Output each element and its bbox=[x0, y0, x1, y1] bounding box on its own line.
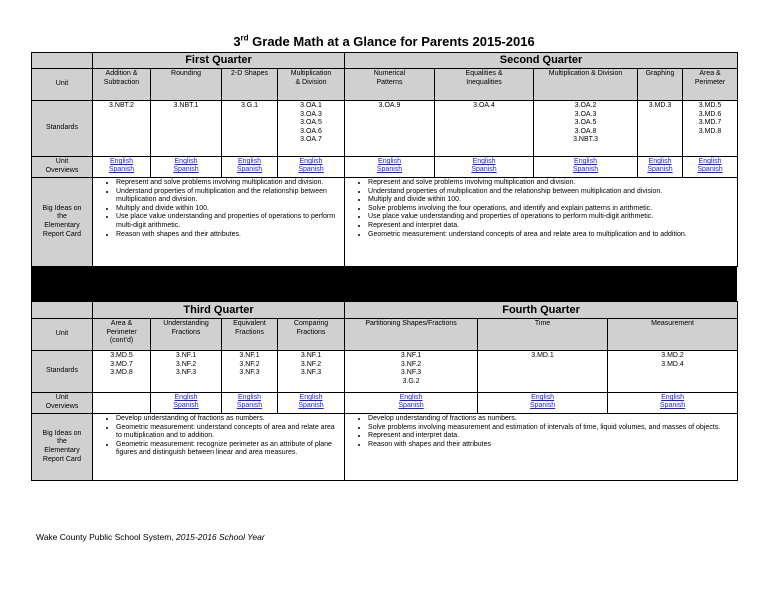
english-link[interactable]: English bbox=[472, 158, 496, 165]
text-line: & Division bbox=[295, 78, 327, 86]
english-link[interactable]: English bbox=[574, 158, 597, 165]
text-line: Fractions bbox=[296, 328, 326, 336]
text-line: Overviews bbox=[45, 167, 79, 174]
text-line: 3.MD.5 bbox=[698, 102, 722, 109]
text-line: 3.MD.6 bbox=[698, 110, 722, 118]
big-idea-item: • Geometric measurement: recognize perimeter as an attribute of plane figures and distinguish between linear and area measures. bbox=[116, 441, 342, 458]
overviews-row-label bbox=[32, 393, 93, 414]
title-text: Grade Math at a Glance for Parents 2015-2016 bbox=[248, 34, 535, 49]
q1-unit-3-standards bbox=[278, 101, 345, 157]
q3-unit-2-name bbox=[222, 319, 278, 351]
semester-2-table bbox=[31, 301, 738, 481]
q3-unit-0-overview bbox=[93, 393, 151, 414]
unit-row-label: Unit bbox=[32, 319, 93, 351]
q2-unit-3-standards bbox=[638, 101, 683, 157]
text-line: 3.NBT.3 bbox=[573, 136, 598, 144]
text-line: 3.NF.1 bbox=[175, 352, 197, 359]
q1-unit-3-name bbox=[278, 69, 345, 101]
spanish-link[interactable]: Spanish bbox=[298, 166, 324, 174]
q2-unit-4-overview bbox=[683, 157, 738, 178]
big-idea-item: • Solve problems involving measurement and estimation of intervals of time, liquid volumes, and masses of objects. bbox=[368, 424, 735, 433]
footer bbox=[36, 532, 265, 542]
text-line: 3.OA.4 bbox=[473, 102, 495, 109]
footer-org: Wake County Public School System, bbox=[36, 532, 176, 542]
big-idea-item: • Represent and interpret data. bbox=[368, 222, 735, 231]
q2-unit-0-standards bbox=[345, 101, 435, 157]
q2-unit-0-name bbox=[345, 69, 435, 101]
standards-row-label: Standards bbox=[32, 351, 93, 393]
big-idea-item: • Geometric measurement: understand concepts of area and relate area to multiplication and to addition. bbox=[368, 231, 735, 240]
q4-unit-2-overview bbox=[608, 393, 738, 414]
text-line: 3.NF.3 bbox=[239, 369, 260, 377]
big-idea-item: • Solve problems involving the four operations, and identify and explain patterns in arithmetic. bbox=[368, 205, 735, 214]
text-line: 3.OA.8 bbox=[574, 127, 597, 135]
big-ideas-row-label bbox=[32, 178, 93, 267]
text-line: Perimeter bbox=[694, 78, 726, 86]
text-line: Rounding bbox=[171, 70, 201, 77]
text-line: 3.NF.2 bbox=[239, 360, 260, 368]
spanish-link[interactable]: Spanish bbox=[376, 166, 403, 174]
text-line: 3.NF.1 bbox=[300, 352, 322, 359]
text-line: the bbox=[57, 213, 67, 221]
spanish-link[interactable]: Spanish bbox=[572, 166, 599, 174]
q4-unit-0-standards bbox=[345, 351, 478, 393]
q3-unit-0-standards bbox=[93, 351, 151, 393]
text-line: Equalities & bbox=[465, 70, 503, 77]
spanish-link[interactable]: Spanish bbox=[236, 166, 263, 174]
english-link[interactable]: English bbox=[238, 394, 261, 401]
q1-unit-0-overview bbox=[93, 157, 151, 178]
big-idea-item: • Develop understanding of fractions as numbers. bbox=[368, 415, 735, 424]
q1-unit-0-name bbox=[93, 69, 151, 101]
text-line: 3.NF.1 bbox=[239, 352, 260, 359]
text-line: Fractions bbox=[235, 328, 264, 336]
q1-unit-2-overview bbox=[222, 157, 278, 178]
spanish-link[interactable]: Spanish bbox=[529, 402, 556, 410]
text-line: Patterns bbox=[376, 78, 403, 86]
text-line: 3.NF.2 bbox=[175, 360, 197, 368]
text-line: 3.OA.7 bbox=[300, 136, 322, 144]
text-line: Addition & bbox=[105, 70, 138, 77]
text-line: 3.NF.2 bbox=[300, 360, 322, 368]
english-link[interactable]: English bbox=[661, 394, 685, 401]
english-link[interactable]: English bbox=[110, 158, 133, 165]
q3-unit-1-name bbox=[151, 319, 222, 351]
q2-unit-3-overview bbox=[638, 157, 683, 178]
q3-unit-3-overview bbox=[278, 393, 345, 414]
q3-unit-3-standards bbox=[278, 351, 345, 393]
big-idea-item: • Multiply and divide within 100. bbox=[116, 205, 342, 214]
q4-unit-2-standards bbox=[608, 351, 738, 393]
text-line: 3.MD.7 bbox=[698, 119, 722, 127]
text-line: Unit bbox=[55, 394, 69, 402]
text-line: 3.OA.9 bbox=[378, 102, 401, 109]
third-quarter-header: Third Quarter bbox=[93, 302, 345, 319]
big-idea-item: • Represent and solve problems involving multiplication and division. bbox=[368, 179, 735, 188]
spanish-link[interactable]: Spanish bbox=[236, 402, 263, 410]
english-link[interactable]: English bbox=[174, 158, 198, 165]
q2-unit-1-overview bbox=[435, 157, 534, 178]
text-line: 3.G.2 bbox=[402, 377, 420, 385]
text-line: (cont’d) bbox=[109, 337, 134, 345]
spanish-link[interactable]: Spanish bbox=[398, 402, 424, 410]
unit-row-label: Unit bbox=[32, 69, 93, 101]
footer-year: 2015-2016 School Year bbox=[176, 532, 265, 542]
text-line: 3.MD.3 bbox=[648, 102, 672, 109]
q4-unit-0-name bbox=[345, 319, 478, 351]
q2-unit-2-name bbox=[534, 69, 638, 101]
standards-row-label: Standards bbox=[32, 101, 93, 157]
q2-unit-2-overview bbox=[534, 157, 638, 178]
q2-unit-3-name bbox=[638, 69, 683, 101]
q4-unit-1-name bbox=[478, 319, 608, 351]
text-line: Multiplication bbox=[290, 70, 332, 77]
text-line: Fractions bbox=[171, 328, 201, 336]
text-line: 3.G.1 bbox=[240, 102, 259, 109]
q3-big-ideas-list bbox=[95, 415, 342, 458]
document-title bbox=[0, 34, 768, 50]
text-line: 3.OA.3 bbox=[300, 110, 322, 118]
q1-unit-3-overview bbox=[278, 157, 345, 178]
title-grade: 3 bbox=[233, 34, 241, 49]
q2-unit-0-overview bbox=[345, 157, 435, 178]
text-line: Time bbox=[534, 320, 551, 327]
q3-unit-0-name bbox=[93, 319, 151, 351]
text-line: Elementary bbox=[44, 222, 80, 229]
text-line: 3.MD.8 bbox=[698, 127, 722, 135]
spanish-link[interactable]: Spanish bbox=[298, 402, 324, 410]
text-line: Overviews bbox=[45, 403, 79, 410]
q2-unit-1-name bbox=[435, 69, 534, 101]
text-line: 3.NF.3 bbox=[300, 369, 322, 377]
text-line: Inequalities bbox=[466, 78, 502, 86]
text-line: 3.MD.8 bbox=[110, 369, 133, 377]
q3-big-ideas bbox=[93, 414, 345, 481]
spanish-link[interactable]: Spanish bbox=[659, 402, 686, 410]
q4-big-ideas bbox=[345, 414, 738, 481]
text-line: 3.MD.5 bbox=[110, 352, 133, 359]
q1-big-ideas bbox=[93, 178, 345, 267]
spanish-link[interactable]: Spanish bbox=[108, 166, 135, 174]
text-line: Numerical bbox=[373, 70, 406, 77]
text-line: 3.MD.1 bbox=[531, 352, 554, 359]
q2-big-ideas-list bbox=[347, 179, 735, 239]
spanish-link[interactable]: Spanish bbox=[647, 166, 673, 174]
fourth-quarter-header: Fourth Quarter bbox=[345, 302, 738, 319]
text-line: Comparing bbox=[293, 320, 329, 327]
big-idea-item: • Represent and solve problems involving multiplication and division. bbox=[116, 179, 342, 188]
q2-unit-1-standards bbox=[435, 101, 534, 157]
text-line: 3.MD.2 bbox=[661, 352, 684, 359]
q1-unit-1-name bbox=[151, 69, 222, 101]
text-line: 3.OA.6 bbox=[300, 127, 322, 135]
semester-1-table bbox=[31, 52, 738, 267]
text-line: Report Card bbox=[42, 230, 82, 238]
english-link[interactable]: English bbox=[648, 158, 672, 165]
q3-unit-3-name bbox=[278, 319, 345, 351]
big-idea-item: • Use place value understanding and properties of operations to perform multi-digit arithmetic. bbox=[368, 213, 735, 222]
text-line: 2-D Shapes bbox=[231, 70, 268, 77]
text-line: 3.NF.3 bbox=[175, 369, 197, 377]
q1-unit-2-name bbox=[222, 69, 278, 101]
text-line: Measurement bbox=[651, 320, 694, 327]
q3-unit-1-standards bbox=[151, 351, 222, 393]
q1-unit-1-overview bbox=[151, 157, 222, 178]
text-line: 3.OA.3 bbox=[574, 110, 597, 118]
text-line: Area & bbox=[699, 70, 721, 77]
q4-unit-1-standards bbox=[478, 351, 608, 393]
big-idea-item: • Understand properties of multiplication and the relationship between multiplication and division. bbox=[368, 188, 735, 197]
english-link[interactable]: English bbox=[378, 158, 401, 165]
text-line: Elementary bbox=[44, 447, 80, 454]
text-line: 3.MD.4 bbox=[661, 360, 684, 368]
spanish-link[interactable]: Spanish bbox=[697, 166, 723, 174]
q1-big-ideas-list bbox=[95, 179, 342, 239]
text-line: 3.NBT.1 bbox=[173, 102, 199, 109]
overviews-row-label bbox=[32, 157, 93, 178]
q1-unit-0-standards bbox=[93, 101, 151, 157]
q3-unit-2-overview bbox=[222, 393, 278, 414]
spanish-link[interactable]: Spanish bbox=[471, 166, 497, 174]
q2-unit-4-standards bbox=[683, 101, 738, 157]
spanish-link[interactable]: Spanish bbox=[173, 166, 199, 174]
big-idea-item: • Geometric measurement: understand concepts of area and relate area to multiplication and to addition. bbox=[116, 424, 342, 441]
text-line: Partitioning Shapes/Fractions bbox=[365, 320, 457, 327]
text-line: Subtraction bbox=[103, 78, 140, 86]
text-line: Report Card bbox=[42, 455, 82, 463]
english-link[interactable]: English bbox=[698, 158, 722, 165]
english-link[interactable]: English bbox=[238, 158, 261, 165]
text-line: the bbox=[57, 438, 67, 446]
text-line: 3.OA.5 bbox=[574, 119, 597, 127]
big-idea-item: • Represent and interpret data. bbox=[368, 432, 735, 441]
text-line: 3.OA.5 bbox=[300, 119, 322, 127]
english-link[interactable]: English bbox=[299, 158, 323, 165]
english-link[interactable]: English bbox=[174, 394, 198, 401]
section-divider-band bbox=[31, 267, 737, 301]
english-link[interactable]: English bbox=[531, 394, 555, 401]
big-idea-item: • Use place value understanding and properties of operations to perform multi-digit arithmetic. bbox=[116, 213, 342, 230]
second-quarter-header: Second Quarter bbox=[345, 53, 738, 69]
corner-cell bbox=[32, 302, 93, 319]
q4-unit-2-name bbox=[608, 319, 738, 351]
text-line: 3.NF.3 bbox=[400, 369, 422, 377]
big-idea-item: • Multiply and divide within 100. bbox=[368, 196, 735, 205]
text-line: Multiplication & Division bbox=[548, 70, 623, 77]
text-line: Area & bbox=[110, 320, 133, 327]
big-idea-item: • Reason with shapes and their attributes. bbox=[116, 231, 342, 240]
q1-unit-1-standards bbox=[151, 101, 222, 157]
text-line: 3.NF.2 bbox=[400, 360, 422, 368]
title-ordinal: rd bbox=[240, 33, 249, 43]
big-idea-item: • Reason with shapes and their attributes bbox=[368, 441, 735, 450]
text-line: Big Ideas on bbox=[42, 429, 82, 437]
q3-unit-1-overview bbox=[151, 393, 222, 414]
text-line: Big Ideas on bbox=[42, 204, 82, 212]
q2-big-ideas bbox=[345, 178, 738, 267]
text-line: 3.OA.2 bbox=[574, 102, 597, 109]
text-line: Equivalent bbox=[233, 320, 266, 327]
first-quarter-header: First Quarter bbox=[93, 53, 345, 69]
text-line: 3.OA.1 bbox=[300, 102, 322, 109]
english-link[interactable]: English bbox=[399, 394, 423, 401]
corner-cell bbox=[32, 53, 93, 69]
q2-unit-4-name bbox=[683, 69, 738, 101]
english-link[interactable]: English bbox=[299, 394, 323, 401]
q4-unit-0-overview bbox=[345, 393, 478, 414]
text-line: Graphing bbox=[645, 70, 675, 77]
big-idea-item: • Develop understanding of fractions as numbers. bbox=[116, 415, 342, 424]
q2-unit-2-standards bbox=[534, 101, 638, 157]
text-line: 3.NF.1 bbox=[400, 352, 422, 359]
text-line: 3.NBT.2 bbox=[109, 102, 134, 109]
big-idea-item: • Understand properties of multiplication and the relationship between multiplication and division. bbox=[116, 188, 342, 205]
q3-unit-2-standards bbox=[222, 351, 278, 393]
q4-unit-1-overview bbox=[478, 393, 608, 414]
text-line: 3.MD.7 bbox=[110, 360, 133, 368]
text-line: Understanding bbox=[163, 320, 209, 327]
q1-unit-2-standards bbox=[222, 101, 278, 157]
q4-big-ideas-list bbox=[347, 415, 735, 449]
big-ideas-row-label bbox=[32, 414, 93, 481]
text-line: Unit bbox=[55, 158, 69, 166]
text-line: Perimeter bbox=[106, 328, 137, 336]
spanish-link[interactable]: Spanish bbox=[173, 402, 199, 410]
